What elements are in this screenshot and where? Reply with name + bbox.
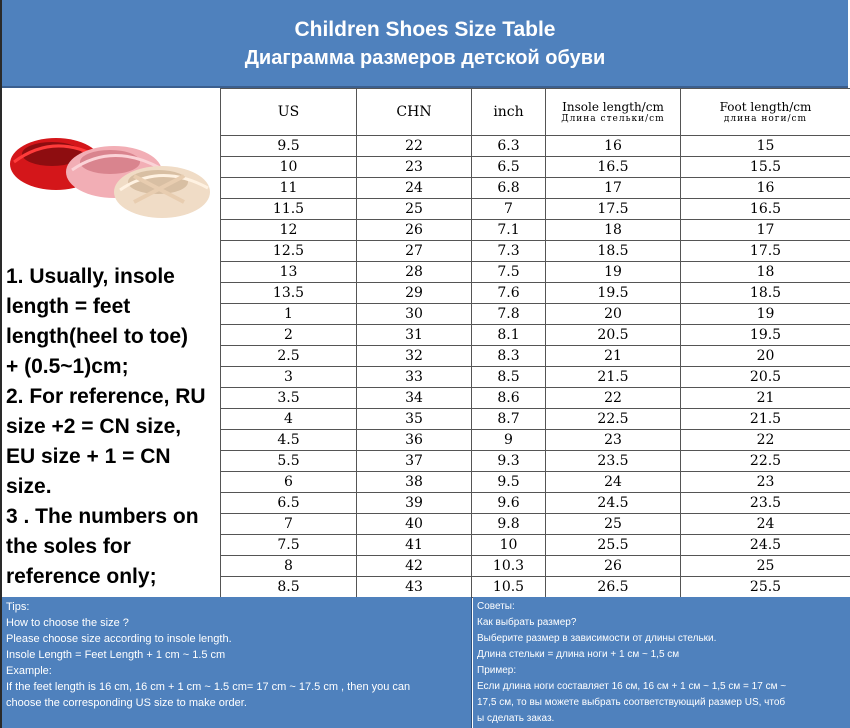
us-cell: 11.5 <box>221 199 357 220</box>
note-line: 1. Usually, insole <box>6 265 175 288</box>
us-cell: 4 <box>221 409 357 430</box>
table-row <box>221 409 850 430</box>
insole-cell: 24 <box>546 472 681 493</box>
note-line: EU size + 1 = CN <box>6 445 171 468</box>
foot-cell: 22.5 <box>681 451 850 472</box>
table-row <box>221 556 850 577</box>
tip-line: Выберите размер в зависимости от длины стельки. <box>477 633 717 644</box>
inch-cell: 8.1 <box>472 325 546 346</box>
inch-cell: 7.1 <box>472 220 546 241</box>
chn-cell: 41 <box>357 535 472 556</box>
tip-line: How to choose the size ? <box>6 617 129 629</box>
insole-cell: 20 <box>546 304 681 325</box>
table-row <box>221 535 850 556</box>
us-cell: 8 <box>221 556 357 577</box>
foot-cell: 20 <box>681 346 850 367</box>
note-line: 2. For reference, RU <box>6 385 206 408</box>
chn-cell: 28 <box>357 262 472 283</box>
size-table-body <box>221 136 850 598</box>
insole-cell: 23 <box>546 430 681 451</box>
chn-cell: 29 <box>357 283 472 304</box>
insole-cell: 24.5 <box>546 493 681 514</box>
foot-cell: 23.5 <box>681 493 850 514</box>
chn-cell: 37 <box>357 451 472 472</box>
note-line: size. <box>6 475 52 498</box>
note-line: size +2 = CN size, <box>6 415 182 438</box>
chn-cell: 32 <box>357 346 472 367</box>
us-cell: 2 <box>221 325 357 346</box>
insole-cell: 22.5 <box>546 409 681 430</box>
us-cell: 3.5 <box>221 388 357 409</box>
inch-cell: 6.3 <box>472 136 546 157</box>
inch-cell: 10 <box>472 535 546 556</box>
table-row <box>221 283 850 304</box>
inch-cell: 8.7 <box>472 409 546 430</box>
size-table <box>220 88 850 598</box>
chn-cell: 31 <box>357 325 472 346</box>
tip-line: Длина стельки = длина ноги + 1 см ~ 1,5 см <box>477 649 680 660</box>
us-cell: 5.5 <box>221 451 357 472</box>
inch-cell: 9.6 <box>472 493 546 514</box>
insole-cell: 23.5 <box>546 451 681 472</box>
tips-english <box>2 597 472 728</box>
table-row <box>221 241 850 262</box>
us-cell: 13.5 <box>221 283 357 304</box>
chn-cell: 39 <box>357 493 472 514</box>
insole-cell: 18 <box>546 220 681 241</box>
us-cell: 3 <box>221 367 357 388</box>
table-row <box>221 514 850 535</box>
inch-cell: 6.5 <box>472 157 546 178</box>
foot-cell: 24 <box>681 514 850 535</box>
tip-line: Insole Length = Feet Length + 1 cm ~ 1.5 cm <box>6 649 226 661</box>
insole-cell: 21.5 <box>546 367 681 388</box>
table-header-row <box>221 89 850 136</box>
table-row <box>221 493 850 514</box>
note-line: + (0.5~1)cm; <box>6 355 129 378</box>
us-cell: 10 <box>221 157 357 178</box>
insole-cell: 16.5 <box>546 157 681 178</box>
table-row <box>221 430 850 451</box>
table-row <box>221 136 850 157</box>
chn-cell: 35 <box>357 409 472 430</box>
us-cell: 11 <box>221 178 357 199</box>
table-row <box>221 178 850 199</box>
insole-header-ru: Длина стельки/cm <box>561 113 665 124</box>
tips-russian <box>473 597 850 728</box>
foot-cell: 18 <box>681 262 850 283</box>
tip-line: Как выбрать размер? <box>477 617 577 628</box>
note-line: length = feet <box>6 295 131 318</box>
chn-cell: 25 <box>357 199 472 220</box>
chn-cell: 38 <box>357 472 472 493</box>
us-cell: 7.5 <box>221 535 357 556</box>
table-row <box>221 262 850 283</box>
tip-line: Tips: <box>6 601 30 613</box>
chn-cell: 34 <box>357 388 472 409</box>
insole-cell: 21 <box>546 346 681 367</box>
tip-line: Example: <box>6 665 52 677</box>
insole-cell: 17.5 <box>546 199 681 220</box>
sizing-notes <box>6 262 220 592</box>
us-cell: 12.5 <box>221 241 357 262</box>
us-cell: 2.5 <box>221 346 357 367</box>
chn-cell: 43 <box>357 577 472 598</box>
foot-cell: 16 <box>681 178 850 199</box>
inch-cell: 7.6 <box>472 283 546 304</box>
foot-cell: 18.5 <box>681 283 850 304</box>
us-cell: 9.5 <box>221 136 357 157</box>
chn-cell: 27 <box>357 241 472 262</box>
foot-header-en: Foot length/cm <box>719 99 812 114</box>
foot-cell: 22 <box>681 430 850 451</box>
us-cell: 1 <box>221 304 357 325</box>
tip-line: If the feet length is 16 cm, 16 cm + 1 cm ~ 1.5 cm= 17 cm ~ 17.5 cm , then you can <box>6 681 411 693</box>
foot-cell: 17.5 <box>681 241 850 262</box>
table-row <box>221 157 850 178</box>
foot-cell: 15.5 <box>681 157 850 178</box>
foot-cell: 25 <box>681 556 850 577</box>
tip-line: ы сделать заказ. <box>477 713 555 724</box>
note-line: 3 . The numbers on <box>6 505 199 528</box>
chart-header <box>2 0 848 88</box>
tip-line: Пример: <box>477 665 517 676</box>
inch-cell: 8.5 <box>472 367 546 388</box>
note-line: reference only; <box>6 565 157 588</box>
foot-cell: 21.5 <box>681 409 850 430</box>
us-cell: 12 <box>221 220 357 241</box>
inch-cell: 10.3 <box>472 556 546 577</box>
tip-line: choose the corresponding US size to make order. <box>6 697 247 709</box>
ballet-shoes-image <box>4 92 218 232</box>
chn-cell: 30 <box>357 304 472 325</box>
insole-cell: 17 <box>546 178 681 199</box>
foot-cell: 16.5 <box>681 199 850 220</box>
chn-cell: 22 <box>357 136 472 157</box>
inch-cell: 9.5 <box>472 472 546 493</box>
foot-cell: 24.5 <box>681 535 850 556</box>
us-cell: 6 <box>221 472 357 493</box>
table-row <box>221 220 850 241</box>
foot-cell: 19.5 <box>681 325 850 346</box>
inch-cell: 8.3 <box>472 346 546 367</box>
us-cell: 6.5 <box>221 493 357 514</box>
insole-cell: 20.5 <box>546 325 681 346</box>
foot-cell: 21 <box>681 388 850 409</box>
column-header-us: US <box>221 89 357 136</box>
foot-cell: 19 <box>681 304 850 325</box>
inch-cell: 7 <box>472 199 546 220</box>
insole-cell: 16 <box>546 136 681 157</box>
insole-cell: 25.5 <box>546 535 681 556</box>
insole-cell: 26 <box>546 556 681 577</box>
insole-cell: 25 <box>546 514 681 535</box>
inch-cell: 8.6 <box>472 388 546 409</box>
foot-cell: 25.5 <box>681 577 850 598</box>
us-cell: 13 <box>221 262 357 283</box>
insole-cell: 19.5 <box>546 283 681 304</box>
table-row <box>221 451 850 472</box>
insole-cell: 22 <box>546 388 681 409</box>
inch-cell: 9 <box>472 430 546 451</box>
us-cell: 4.5 <box>221 430 357 451</box>
note-line: the soles for <box>6 535 131 558</box>
inch-cell: 9.8 <box>472 514 546 535</box>
foot-cell: 15 <box>681 136 850 157</box>
chn-cell: 24 <box>357 178 472 199</box>
beige-ballet-shoe <box>114 166 210 218</box>
foot-cell: 17 <box>681 220 850 241</box>
us-cell: 8.5 <box>221 577 357 598</box>
foot-cell: 20.5 <box>681 367 850 388</box>
insole-header-en: Insole length/cm <box>562 99 664 114</box>
chn-cell: 40 <box>357 514 472 535</box>
table-row <box>221 388 850 409</box>
inch-cell: 10.5 <box>472 577 546 598</box>
insole-cell: 18.5 <box>546 241 681 262</box>
table-row <box>221 472 850 493</box>
chn-cell: 36 <box>357 430 472 451</box>
tip-line: 17,5 см, то вы можете выбрать соответствующий размер US, чтоб <box>477 697 786 708</box>
inch-cell: 7.3 <box>472 241 546 262</box>
column-header-insole <box>546 89 681 136</box>
note-line: length(heel to toe) <box>6 325 188 348</box>
chn-cell: 42 <box>357 556 472 577</box>
column-header-foot <box>681 89 850 136</box>
table-row <box>221 346 850 367</box>
column-header-chn: CHN <box>357 89 472 136</box>
title-russian: Диаграмма размеров детской обуви <box>244 47 606 69</box>
us-cell: 7 <box>221 514 357 535</box>
table-row <box>221 199 850 220</box>
table-row <box>221 577 850 598</box>
insole-cell: 19 <box>546 262 681 283</box>
chn-cell: 26 <box>357 220 472 241</box>
tip-line: Советы: <box>477 601 515 612</box>
foot-cell: 23 <box>681 472 850 493</box>
inch-cell: 9.3 <box>472 451 546 472</box>
table-row <box>221 304 850 325</box>
table-row <box>221 367 850 388</box>
chn-cell: 33 <box>357 367 472 388</box>
insole-cell: 26.5 <box>546 577 681 598</box>
tip-line: Please choose size according to insole length. <box>6 633 232 645</box>
inch-cell: 7.5 <box>472 262 546 283</box>
inch-cell: 6.8 <box>472 178 546 199</box>
foot-header-ru: длина ноги/cm <box>723 113 808 124</box>
table-row <box>221 325 850 346</box>
title-english: Children Shoes Size Table <box>294 18 556 41</box>
column-header-inch: inch <box>472 89 546 136</box>
chn-cell: 23 <box>357 157 472 178</box>
tip-line: Если длина ноги составляет 16 см, 16 см + 1 см ~ 1,5 см = 17 см ~ <box>477 681 787 692</box>
inch-cell: 7.8 <box>472 304 546 325</box>
